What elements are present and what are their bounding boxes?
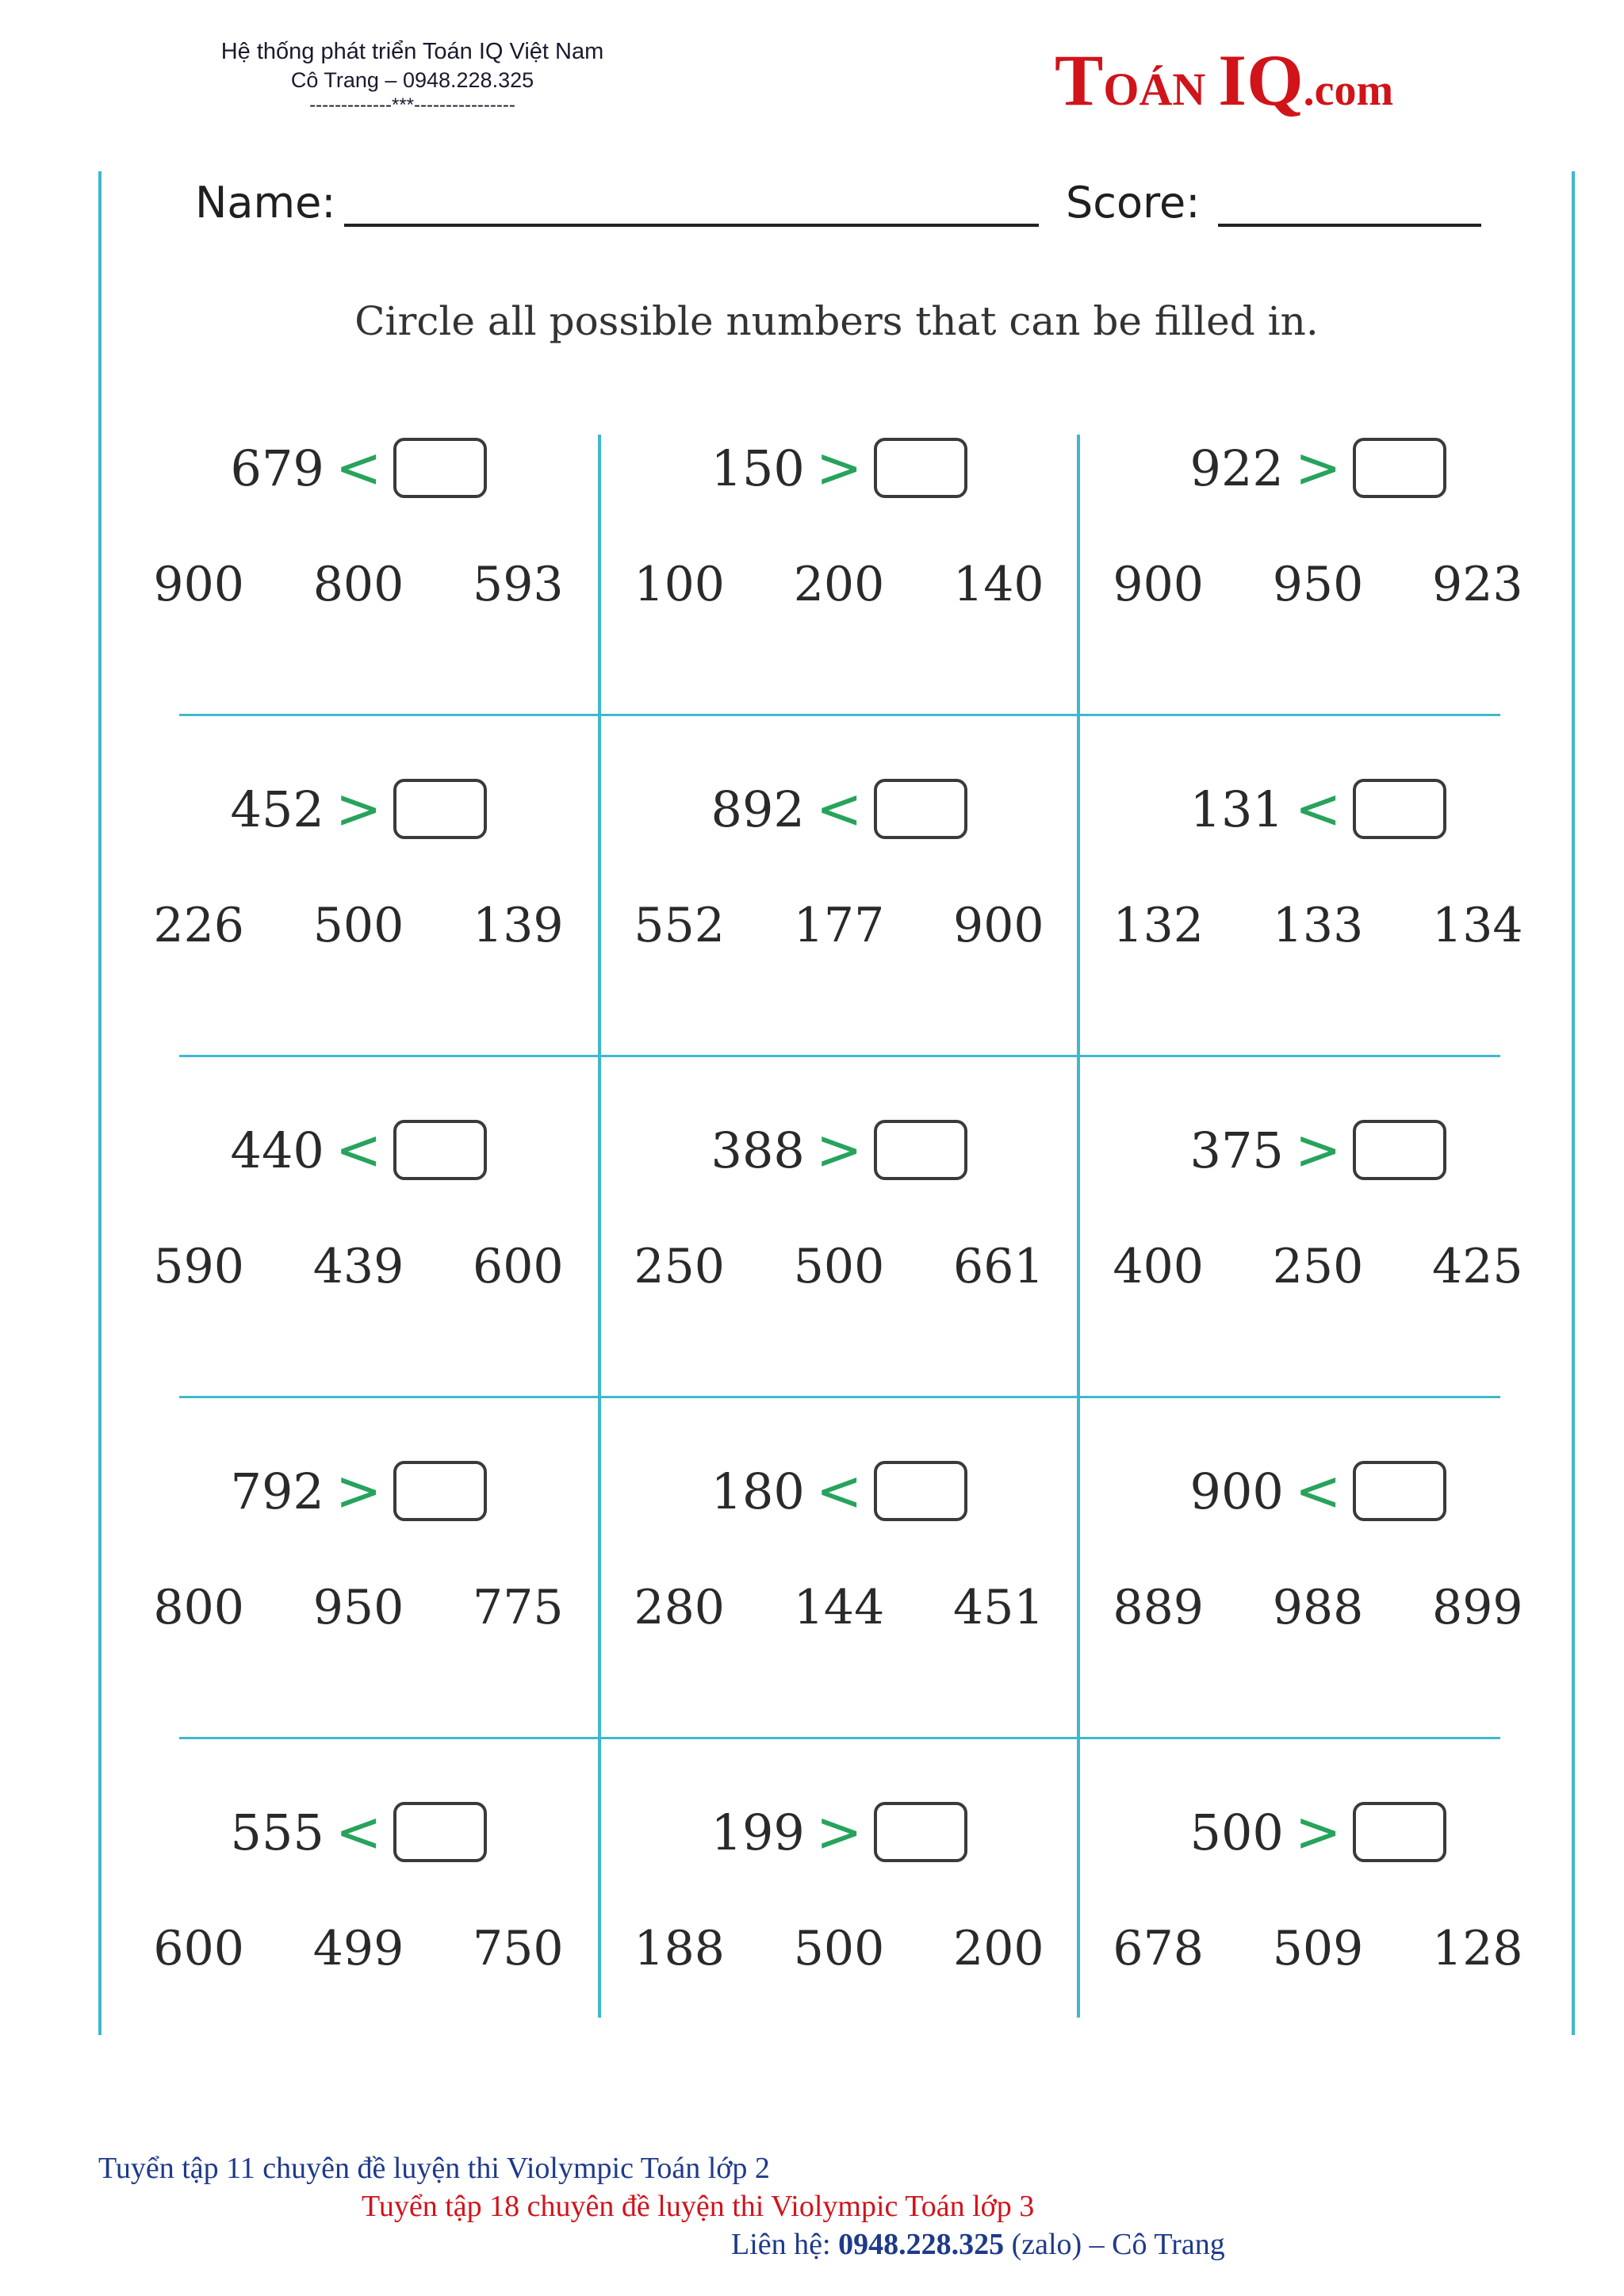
- problem-cell: [1078, 1110, 1557, 1450]
- comparison: [119, 769, 598, 849]
- choice-list: [119, 1580, 598, 1635]
- choice-list: [1078, 1580, 1557, 1635]
- answer-box[interactable]: [874, 779, 967, 839]
- comparison: [1078, 1110, 1557, 1190]
- comparison: [119, 428, 598, 508]
- choice-list: [1078, 1239, 1557, 1294]
- choice-list: [599, 898, 1078, 953]
- frame-right-line: [1572, 171, 1575, 2035]
- choice-number[interactable]: 499: [312, 1921, 404, 1976]
- problem-cell: [599, 1110, 1078, 1450]
- comparison-number: 180: [710, 1462, 805, 1520]
- answer-box[interactable]: [874, 1120, 967, 1180]
- logo-oan: OÁN: [1103, 63, 1206, 115]
- choice-list: [119, 557, 598, 612]
- comparison: [119, 1792, 598, 1872]
- choice-number[interactable]: 200: [953, 1921, 1044, 1976]
- choice-number[interactable]: 552: [634, 898, 725, 953]
- toaniq-logo: [1055, 38, 1393, 133]
- header-contact: Cô Trang – 0948.228.325: [290, 68, 534, 92]
- comparison: [599, 428, 1078, 508]
- choice-number[interactable]: 750: [473, 1921, 564, 1976]
- problem-cell: [119, 1110, 598, 1450]
- answer-box[interactable]: [393, 1802, 487, 1862]
- comparison-sign: <: [1294, 1458, 1342, 1524]
- choice-number[interactable]: 188: [634, 1921, 725, 1976]
- choice-number[interactable]: 678: [1113, 1921, 1204, 1976]
- choice-number[interactable]: 280: [634, 1580, 725, 1635]
- choice-number[interactable]: 899: [1432, 1580, 1523, 1635]
- choice-number[interactable]: 133: [1272, 898, 1364, 953]
- choice-number[interactable]: 128: [1432, 1921, 1523, 1976]
- comparison: [1078, 769, 1557, 849]
- comparison-sign: <: [815, 776, 863, 841]
- contact-phone[interactable]: 0948.228.325: [838, 2228, 1005, 2261]
- choice-number[interactable]: 226: [153, 898, 244, 953]
- choice-number[interactable]: 132: [1113, 898, 1204, 953]
- answer-box[interactable]: [393, 438, 487, 498]
- choice-number[interactable]: 439: [312, 1239, 404, 1294]
- choice-number[interactable]: 800: [312, 557, 404, 612]
- comparison-sign: >: [1294, 1117, 1342, 1182]
- choice-list: [1078, 1921, 1557, 1976]
- choice-number[interactable]: 661: [953, 1239, 1044, 1294]
- choice-number[interactable]: 800: [153, 1580, 244, 1635]
- problem-cell: [599, 769, 1078, 1109]
- choice-list: [599, 557, 1078, 612]
- answer-box[interactable]: [1353, 1120, 1446, 1180]
- comparison-number: 792: [230, 1462, 324, 1520]
- comparison: [599, 1451, 1078, 1531]
- answer-box[interactable]: [1353, 1802, 1446, 1862]
- contact-prefix: Liên hệ:: [731, 2228, 839, 2261]
- comparison-number: 440: [230, 1121, 324, 1179]
- comparison-sign: >: [335, 1458, 382, 1524]
- choice-list: [599, 1239, 1078, 1294]
- comparison-sign: >: [1294, 1800, 1342, 1865]
- name-blank[interactable]: [344, 224, 1039, 227]
- comparison: [599, 769, 1078, 849]
- problem-cell: [119, 769, 598, 1109]
- frame-left-line: [98, 171, 102, 2035]
- comparison-sign: <: [335, 1117, 382, 1182]
- problem-cell: [1078, 769, 1557, 1109]
- problem-cell: [599, 1451, 1078, 1791]
- comparison-number: 900: [1189, 1462, 1284, 1520]
- comparison-sign: <: [335, 435, 382, 500]
- comparison-number: 922: [1189, 439, 1284, 497]
- comparison-sign: <: [1294, 776, 1342, 841]
- comparison-sign: <: [335, 1800, 382, 1865]
- problem-cell: [599, 428, 1078, 768]
- comparison-sign: >: [1294, 435, 1342, 500]
- problem-cell: [119, 1451, 598, 1791]
- header-org-name: Hệ thống phát triển Toán IQ Việt Nam: [220, 39, 604, 64]
- logo-t: T: [1055, 40, 1104, 121]
- problem-cell: [1078, 428, 1557, 768]
- choice-number[interactable]: 500: [793, 1921, 885, 1976]
- comparison-number: 679: [230, 439, 324, 497]
- comparison-sign: >: [335, 776, 382, 841]
- choice-number[interactable]: 988: [1272, 1580, 1364, 1635]
- comparison-number: 375: [1189, 1121, 1284, 1179]
- comparison-sign: >: [815, 1800, 863, 1865]
- comparison: [599, 1792, 1078, 1872]
- comparison: [1078, 1792, 1557, 1872]
- choice-number[interactable]: 140: [953, 557, 1044, 612]
- name-label: Name:: [195, 178, 336, 228]
- answer-box[interactable]: [874, 1802, 967, 1862]
- choice-number[interactable]: 500: [793, 1239, 885, 1294]
- choice-number[interactable]: 509: [1272, 1921, 1364, 1976]
- footer-grade3-link[interactable]: Tuyển tập 18 chuyên đề luyện thi Violympic Toán lớp 3: [362, 2190, 1035, 2223]
- choice-number[interactable]: 177: [793, 898, 885, 953]
- comparison-sign: >: [815, 435, 863, 500]
- comparison: [1078, 428, 1557, 508]
- problem-cell: [119, 1792, 598, 2132]
- comparison-number: 555: [230, 1803, 324, 1861]
- choice-number[interactable]: 200: [793, 557, 885, 612]
- choice-list: [1078, 557, 1557, 612]
- comparison: [1078, 1451, 1557, 1531]
- choice-list: [599, 1921, 1078, 1976]
- choice-number[interactable]: 600: [153, 1921, 244, 1976]
- choice-number[interactable]: 950: [1272, 557, 1364, 612]
- footer-contact: [731, 2227, 1225, 2262]
- score-blank[interactable]: [1218, 224, 1481, 227]
- choice-number[interactable]: 900: [1113, 557, 1204, 612]
- choice-number[interactable]: 600: [473, 1239, 564, 1294]
- choice-number[interactable]: 250: [1272, 1239, 1364, 1294]
- footer-grade2-link[interactable]: Tuyển tập 11 chuyên đề luyện thi Violympic Toán lớp 2: [98, 2152, 770, 2185]
- contact-suffix: (zalo) – Cô Trang: [1004, 2228, 1225, 2261]
- problem-cell: [1078, 1451, 1557, 1791]
- choice-number[interactable]: 144: [793, 1580, 885, 1635]
- comparison-number: 199: [710, 1803, 805, 1861]
- choice-number[interactable]: 950: [312, 1580, 404, 1635]
- score-label: Score:: [1066, 178, 1201, 228]
- choice-number[interactable]: 425: [1432, 1239, 1523, 1294]
- problem-cell: [1078, 1792, 1557, 2132]
- answer-box[interactable]: [1353, 1461, 1446, 1521]
- choice-number[interactable]: 100: [634, 557, 725, 612]
- choice-number[interactable]: 139: [473, 898, 564, 953]
- choice-number[interactable]: 134: [1432, 898, 1523, 953]
- answer-box[interactable]: [874, 438, 967, 498]
- comparison: [599, 1110, 1078, 1190]
- choice-number[interactable]: 593: [473, 557, 564, 612]
- comparison-number: 150: [710, 439, 805, 497]
- choice-number[interactable]: 923: [1432, 557, 1523, 612]
- choice-list: [599, 1580, 1078, 1635]
- header-divider: -------------***----------------: [309, 94, 515, 116]
- choice-list: [1078, 898, 1557, 953]
- answer-box[interactable]: [874, 1461, 967, 1521]
- header-org: [143, 36, 682, 117]
- choice-number[interactable]: 590: [153, 1239, 244, 1294]
- problem-cell: [119, 428, 598, 768]
- comparison-number: 500: [1189, 1803, 1284, 1861]
- choice-list: [119, 1921, 598, 1976]
- choice-number[interactable]: 889: [1113, 1580, 1204, 1635]
- comparison-number: 388: [710, 1121, 805, 1179]
- answer-box[interactable]: [393, 1120, 487, 1180]
- choice-number[interactable]: 451: [953, 1580, 1044, 1635]
- choice-number[interactable]: 500: [312, 898, 404, 953]
- answer-box[interactable]: [393, 779, 487, 839]
- comparison-sign: <: [815, 1458, 863, 1524]
- comparison-number: 892: [710, 780, 805, 838]
- choice-number[interactable]: 400: [1113, 1239, 1204, 1294]
- problem-cell: [599, 1792, 1078, 2132]
- answer-box[interactable]: [1353, 779, 1446, 839]
- choice-number[interactable]: 775: [473, 1580, 564, 1635]
- logo-com: .com: [1303, 66, 1394, 115]
- comparison-number: 131: [1189, 780, 1284, 838]
- comparison-number: 452: [230, 780, 324, 838]
- comparison-sign: >: [815, 1117, 863, 1182]
- choice-number[interactable]: 250: [634, 1239, 725, 1294]
- choice-list: [119, 1239, 598, 1294]
- choice-number[interactable]: 900: [153, 557, 244, 612]
- choice-number[interactable]: 900: [953, 898, 1044, 953]
- comparison: [119, 1110, 598, 1190]
- logo-iq: IQ: [1218, 40, 1304, 121]
- choice-list: [119, 898, 598, 953]
- answer-box[interactable]: [1353, 438, 1446, 498]
- answer-box[interactable]: [393, 1461, 487, 1521]
- comparison: [119, 1451, 598, 1531]
- instructions: Circle all possible numbers that can be filled in.: [354, 298, 1319, 344]
